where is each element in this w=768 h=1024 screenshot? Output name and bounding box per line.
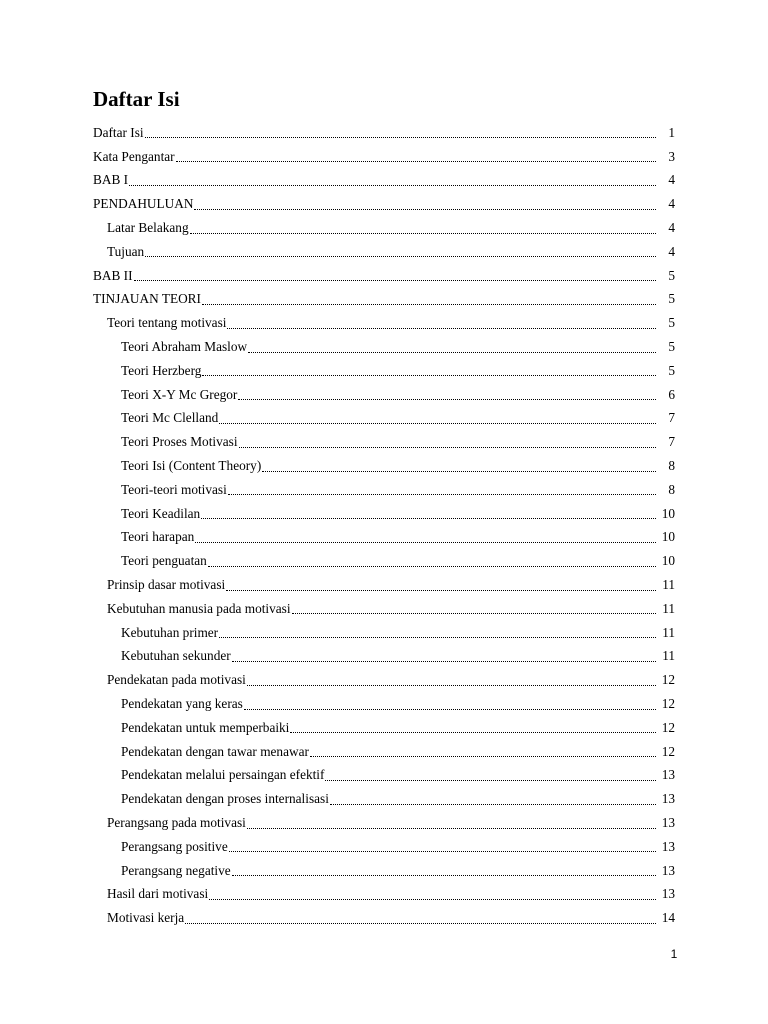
dot-leader	[195, 541, 656, 543]
toc-entry-page-number: 14	[661, 910, 675, 926]
toc-entry-page-number: 11	[662, 624, 675, 640]
toc-entry-label: PENDAHULUAN	[93, 196, 194, 212]
toc-entry-page-number: 5	[668, 267, 675, 283]
toc-entry-page-number: 11	[662, 600, 675, 616]
toc-entry[interactable]	[0, 192, 768, 216]
toc-entry-page-number: 5	[668, 339, 675, 355]
toc-entry-label: Perangsang negative	[121, 862, 231, 878]
toc-entry-page-number: 11	[662, 648, 675, 664]
toc-entry-label: Teori Proses Motivasi	[121, 434, 238, 450]
dot-leader	[185, 922, 656, 924]
toc-entry[interactable]	[0, 859, 768, 883]
dot-leader	[292, 612, 656, 614]
dot-leader	[134, 279, 656, 281]
toc-entry-label: Teori Keadilan	[121, 505, 201, 521]
toc-entry-label: BAB II	[93, 267, 133, 283]
toc-entry[interactable]	[0, 359, 768, 383]
toc-entry-page-number: 8	[668, 481, 675, 497]
toc-entry-label: Pendekatan dengan proses internalisasi	[121, 791, 329, 807]
toc-entry-page-number: 8	[668, 458, 675, 474]
toc-entry-label: Hasil dari motivasi	[107, 886, 209, 902]
toc-entry[interactable]	[0, 145, 768, 169]
toc-entry[interactable]	[0, 573, 768, 597]
toc-entry[interactable]	[0, 764, 768, 788]
toc-entry-page-number: 4	[668, 243, 675, 259]
toc-entry-page-number: 13	[661, 791, 675, 807]
toc-entry-label: Pendekatan untuk memperbaiki	[121, 719, 290, 735]
toc-entry-page-number: 4	[668, 196, 675, 212]
toc-entry-page-number: 5	[668, 315, 675, 331]
toc-entry-page-number: 12	[661, 719, 675, 735]
toc-entry-label: Teori tentang motivasi	[107, 315, 227, 331]
toc-entry[interactable]	[0, 407, 768, 431]
toc-entry-page-number: 10	[661, 505, 675, 521]
toc-entry-label: Kata Pengantar	[93, 148, 175, 164]
toc-entry-label: Pendekatan melalui persaingan efektif	[121, 767, 325, 783]
dot-leader	[244, 708, 656, 710]
toc-entry-page-number: 12	[661, 672, 675, 688]
toc-entry-page-number: 7	[668, 434, 675, 450]
toc-entry[interactable]	[0, 621, 768, 645]
toc-entry[interactable]	[0, 502, 768, 526]
dot-leader	[330, 803, 656, 805]
toc-entry[interactable]	[0, 311, 768, 335]
toc-entry-page-number: 13	[661, 838, 675, 854]
toc-entry[interactable]	[0, 526, 768, 550]
toc-entry[interactable]	[0, 549, 768, 573]
dot-leader	[202, 374, 656, 376]
toc-entry[interactable]	[0, 645, 768, 669]
toc-entry-page-number: 4	[668, 220, 675, 236]
toc-entry[interactable]	[0, 740, 768, 764]
dot-leader	[208, 565, 656, 567]
toc-entry-page-number: 13	[661, 886, 675, 902]
toc-entry-page-number: 10	[661, 553, 675, 569]
dot-leader	[227, 327, 656, 329]
toc-entry-label: Kebutuhan sekunder	[121, 648, 231, 664]
toc-entry[interactable]	[0, 906, 768, 930]
dot-leader	[219, 422, 656, 424]
toc-entry[interactable]	[0, 835, 768, 859]
toc-entry-page-number: 5	[668, 362, 675, 378]
toc-entry[interactable]	[0, 430, 768, 454]
toc-entry-label: Perangsang pada motivasi	[107, 815, 246, 830]
toc-entry-label: Pendekatan dengan tawar menawar	[121, 743, 309, 759]
dot-leader	[190, 232, 656, 234]
toc-entry-page-number: 6	[668, 386, 675, 402]
toc-entry-page-number: 12	[661, 743, 675, 759]
toc-entry-label: Teori Isi (Content Theory)	[121, 458, 262, 474]
dot-leader	[176, 160, 656, 162]
toc-entry[interactable]	[0, 668, 768, 692]
toc-entry[interactable]	[0, 169, 768, 193]
toc-entry-label: Teori penguatan	[121, 553, 207, 569]
dot-leader	[226, 589, 656, 591]
toc-entry-page-number: 12	[661, 696, 675, 712]
toc-entry[interactable]	[0, 454, 768, 478]
dot-leader	[219, 636, 656, 638]
toc-entry-label: Kebutuhan manusia pada motivasi	[107, 600, 291, 616]
dot-leader	[247, 827, 656, 829]
dot-leader	[129, 184, 656, 186]
toc-entry-label: Teori harapan	[121, 529, 195, 545]
toc-entry-page-number: 5	[668, 291, 675, 307]
toc-entry-label: Tujuan	[107, 243, 145, 259]
toc-entry[interactable]	[0, 216, 768, 240]
dot-leader	[238, 398, 656, 400]
toc-entry[interactable]	[0, 288, 768, 312]
dot-leader	[239, 446, 656, 448]
toc-entry-label: BAB I	[93, 172, 129, 188]
toc-entry-label: Perangsang positive	[121, 838, 228, 854]
toc-entry-page-number: 1	[668, 124, 675, 140]
dot-leader	[247, 684, 656, 686]
toc-entry[interactable]	[0, 383, 768, 407]
dot-leader	[310, 755, 656, 757]
toc-entry-page-number: 13	[661, 815, 675, 830]
toc-entry[interactable]	[0, 883, 768, 907]
dot-leader	[229, 850, 656, 852]
toc-entry[interactable]	[0, 716, 768, 740]
toc-entry-page-number: 4	[668, 172, 675, 188]
toc-entry[interactable]	[0, 478, 768, 502]
toc-entry[interactable]	[0, 264, 768, 288]
dot-leader	[202, 303, 656, 305]
page-title: Daftar Isi	[93, 87, 180, 111]
dot-leader	[290, 731, 656, 733]
toc-entry-page-number: 11	[662, 577, 675, 593]
dot-leader	[232, 874, 656, 876]
dot-leader	[145, 136, 656, 138]
dot-leader	[262, 470, 656, 472]
toc-entry[interactable]	[0, 811, 768, 835]
dot-leader	[201, 517, 656, 519]
dot-leader	[325, 779, 656, 781]
toc-entry-label: TINJAUAN TEORI	[93, 291, 201, 307]
toc-entry-label: Teori Mc Clelland	[121, 410, 219, 426]
dot-leader	[248, 351, 656, 353]
toc-entry-label: Teori-teori motivasi	[121, 481, 227, 497]
dot-leader	[145, 255, 656, 257]
toc-entry[interactable]	[0, 121, 768, 145]
toc-entry-label: Kebutuhan primer	[121, 624, 219, 640]
toc-entry-page-number: 13	[661, 767, 675, 783]
toc-entry-label: Pendekatan yang keras	[121, 696, 243, 712]
toc-entry-label: Latar Belakang	[107, 220, 189, 236]
toc-entry[interactable]	[0, 240, 768, 264]
toc-entry-label: Teori X-Y Mc Gregor	[121, 386, 238, 402]
toc-entry-page-number: 10	[661, 529, 675, 545]
toc-entry[interactable]	[0, 787, 768, 811]
toc-entry-label: Daftar Isi	[93, 124, 144, 140]
toc-entry-label: Teori Herzberg	[121, 362, 202, 378]
dot-leader	[194, 208, 656, 210]
toc-entry[interactable]	[0, 597, 768, 621]
toc-entry-label: Motivasi kerja	[107, 910, 185, 926]
toc-entry-page-number: 13	[661, 862, 675, 878]
page-number: 1	[670, 947, 678, 961]
toc-entry-page-number: 7	[668, 410, 675, 426]
toc-entry[interactable]	[0, 335, 768, 359]
dot-leader	[228, 493, 656, 495]
dot-leader	[232, 660, 656, 662]
dot-leader	[209, 898, 656, 900]
toc-entry[interactable]	[0, 692, 768, 716]
toc-entry-page-number: 3	[668, 148, 675, 164]
toc-entry-label: Teori Abraham Maslow	[121, 339, 248, 355]
toc-entry-label: Prinsip dasar motivasi	[107, 577, 226, 593]
table-of-contents	[0, 121, 768, 930]
toc-entry-label: Pendekatan pada motivasi	[107, 672, 246, 688]
